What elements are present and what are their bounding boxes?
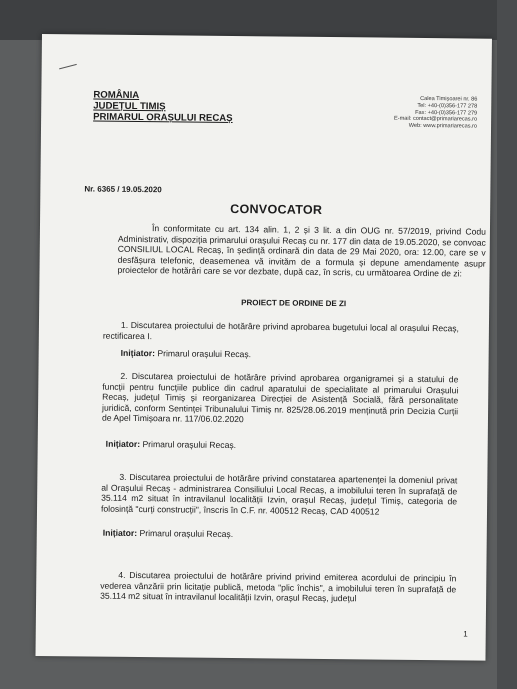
intro-paragraph [117,223,486,280]
contact-email: E-mail: contact@primariarecas.ro [394,116,478,123]
contact-tel: Tel: +40-(0)356-177 278 [417,102,478,110]
intro-text: În conformitate cu art. 134 alin. 1, 2 și 3 lit. a din OUG nr. 57/2019, privind Codu Administrativ, dispoziția primarului orașului Recaș cu nr. 177 din data de 19.05.2020, se convoac CONSILIUL LOCAL Recaș, în ședință ordinară din data de 29 Mai 2020, ora: 12.00, care se v desfășura telefonic, deasemenea vă invităm de a formula și depune amendamente asupr proiectelor de hotărâri care se vor dezbate, după caz, în scris, cu următoarea Ordine de zi: [117,223,487,279]
page-number: 1 [463,629,468,639]
document-page [35,34,491,661]
contact-address: Calea Timișoarei nr. 86 [420,95,478,103]
desk-edge [497,0,517,689]
agenda-item [101,472,457,518]
initiator-label: Inițiator: [120,347,156,359]
item-text: Discutarea proiectului de hotărâre privind aprobarea bugetului local al orașului Recaș, rectificarea I. [102,319,459,341]
institution-header [93,90,233,125]
agenda-item [103,320,459,345]
contact-fax: Fax: +40-(0)356-177 279 [415,109,478,117]
initiator-label: Inițiator: [102,527,138,539]
agenda-item [102,371,459,428]
initiator-value: Primarul orașului Recaș. [142,439,237,451]
document-number: Nr. 6365 / 19.05.2020 [84,184,162,195]
initiator-label: Inițiator: [105,438,141,450]
item-text: Discutarea proiectului de hotărâre privind privind emiterea acordului de principiu în vederea vânzării prin licitație publică, metoda "plic închis", a imobilului teren în suprafață de 35.114 m2 situat în intravilanul localității Izvin, orașul Recaș, județul [100,569,457,604]
contact-web: Web: www.primariarecas.ro [408,123,478,130]
document-title: CONVOCATOR [230,201,323,217]
initiator-line [121,348,251,360]
initiator-value: Primarul orașului Recaș. [139,528,234,540]
agenda-item [100,570,456,606]
initiator-line [103,528,233,540]
item-number: 2. [120,370,128,381]
item-text: Discutarea proiectului de hotărâre privind aprobarea organigramei și a statului de funcții pentru funcțiile publice din cadrul aparatului de specialitate al primarului Orașului Recaș, județul Timiș și reorganizarea Direcției de Asistență Socială, fără personalitate juridică, conform Sentinței Tribunalului Timiș nr. 825/28.06.2019 menținută prin Decizia Curții de Apel Timișoara nr. 117/06.02.2020 [101,370,459,425]
item-number: 4. [118,569,126,580]
item-text: Discutarea proiectului de hotărâre privind constatarea apartenenței la domeniul privat al Orașului Recaș - administrarea Consiliului Local Recaș, a imobilului teren în suprafață de 35.114 m2 situat în intravilanul localității Izvin, orașul Recaș, județul Timiș, categoria de folosință "curți construcții", înscris în C.F. nr. 400512 Recaș, CAD 400512 [100,471,458,517]
header-country: ROMÂNIA [93,89,140,102]
initiator-line [106,439,236,451]
item-number: 1. [120,319,129,330]
pen-mark [57,54,77,69]
contact-block [394,96,477,131]
initiator-value: Primarul orașului Recaș. [157,348,252,360]
item-number: 3. [119,471,127,482]
agenda-title: PROIECT DE ORDINE DE ZI [241,298,347,309]
header-office: PRIMARUL ORAȘULUI RECAȘ [93,111,233,125]
header-county: JUDEȚUL TIMIȘ [93,100,166,113]
